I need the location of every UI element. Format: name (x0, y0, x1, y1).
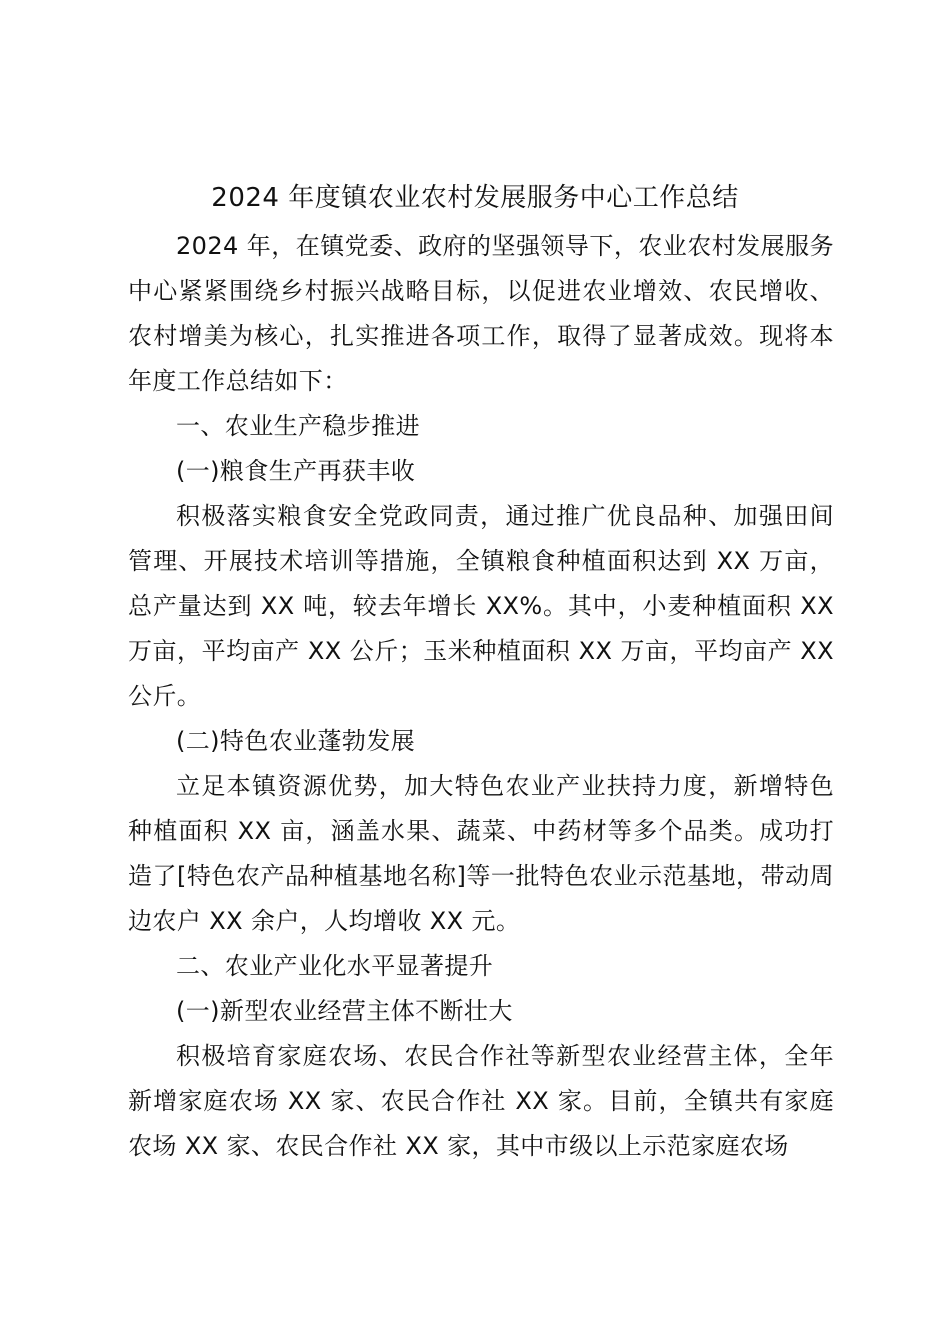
subsection-heading-2-1: (一)新型农业经营主体不断壮大 (176, 997, 513, 1025)
paragraph-new-operators: 积极培育家庭农场、农民合作社等新型农业经营主体，全年新增家庭农场 XX 家、农民合作社 XX 家。目前，全镇共有家庭农场 XX 家、农民合作社 XX 家，其中市级以上示范家庭农场 (128, 1042, 834, 1160)
document-title: 2024 年度镇农业农村发展服务中心工作总结 (211, 183, 739, 213)
subsection-heading-1-2: (二)特色农业蓬勃发展 (176, 727, 416, 755)
subsection-heading-1-1: (一)粮食生产再获丰收 (176, 457, 416, 485)
intro-paragraph: 2024 年，在镇党委、政府的坚强领导下，农业农村发展服务中心紧紧围绕乡村振兴战略目标，以促进农业增效、农民增收、农村增美为核心，扎实推进各项工作，取得了显著成效。现将本年度工作总结如下： (128, 232, 834, 395)
section-heading-2: 二、农业产业化水平显著提升 (176, 952, 494, 980)
section-heading-1: 一、农业生产稳步推进 (176, 412, 420, 440)
document-body (128, 224, 834, 1169)
paragraph-specialty-agriculture: 立足本镇资源优势，加大特色农业产业扶持力度，新增特色种植面积 XX 亩，涵盖水果、蔬菜、中药材等多个品类。成功打造了[特色农产品种植基地名称]等一批特色农业示范基地，带动周边农户 XX 余户，人均增收 XX 元。 (128, 772, 834, 935)
paragraph-grain-production: 积极落实粮食安全党政同责，通过推广优良品种、加强田间管理、开展技术培训等措施，全镇粮食种植面积达到 XX 万亩，总产量达到 XX 吨，较去年增长 XX%。其中，小麦种植面积 XX 万亩，平均亩产 XX 公斤；玉米种植面积 XX 万亩，平均亩产 XX 公斤。 (128, 502, 834, 710)
